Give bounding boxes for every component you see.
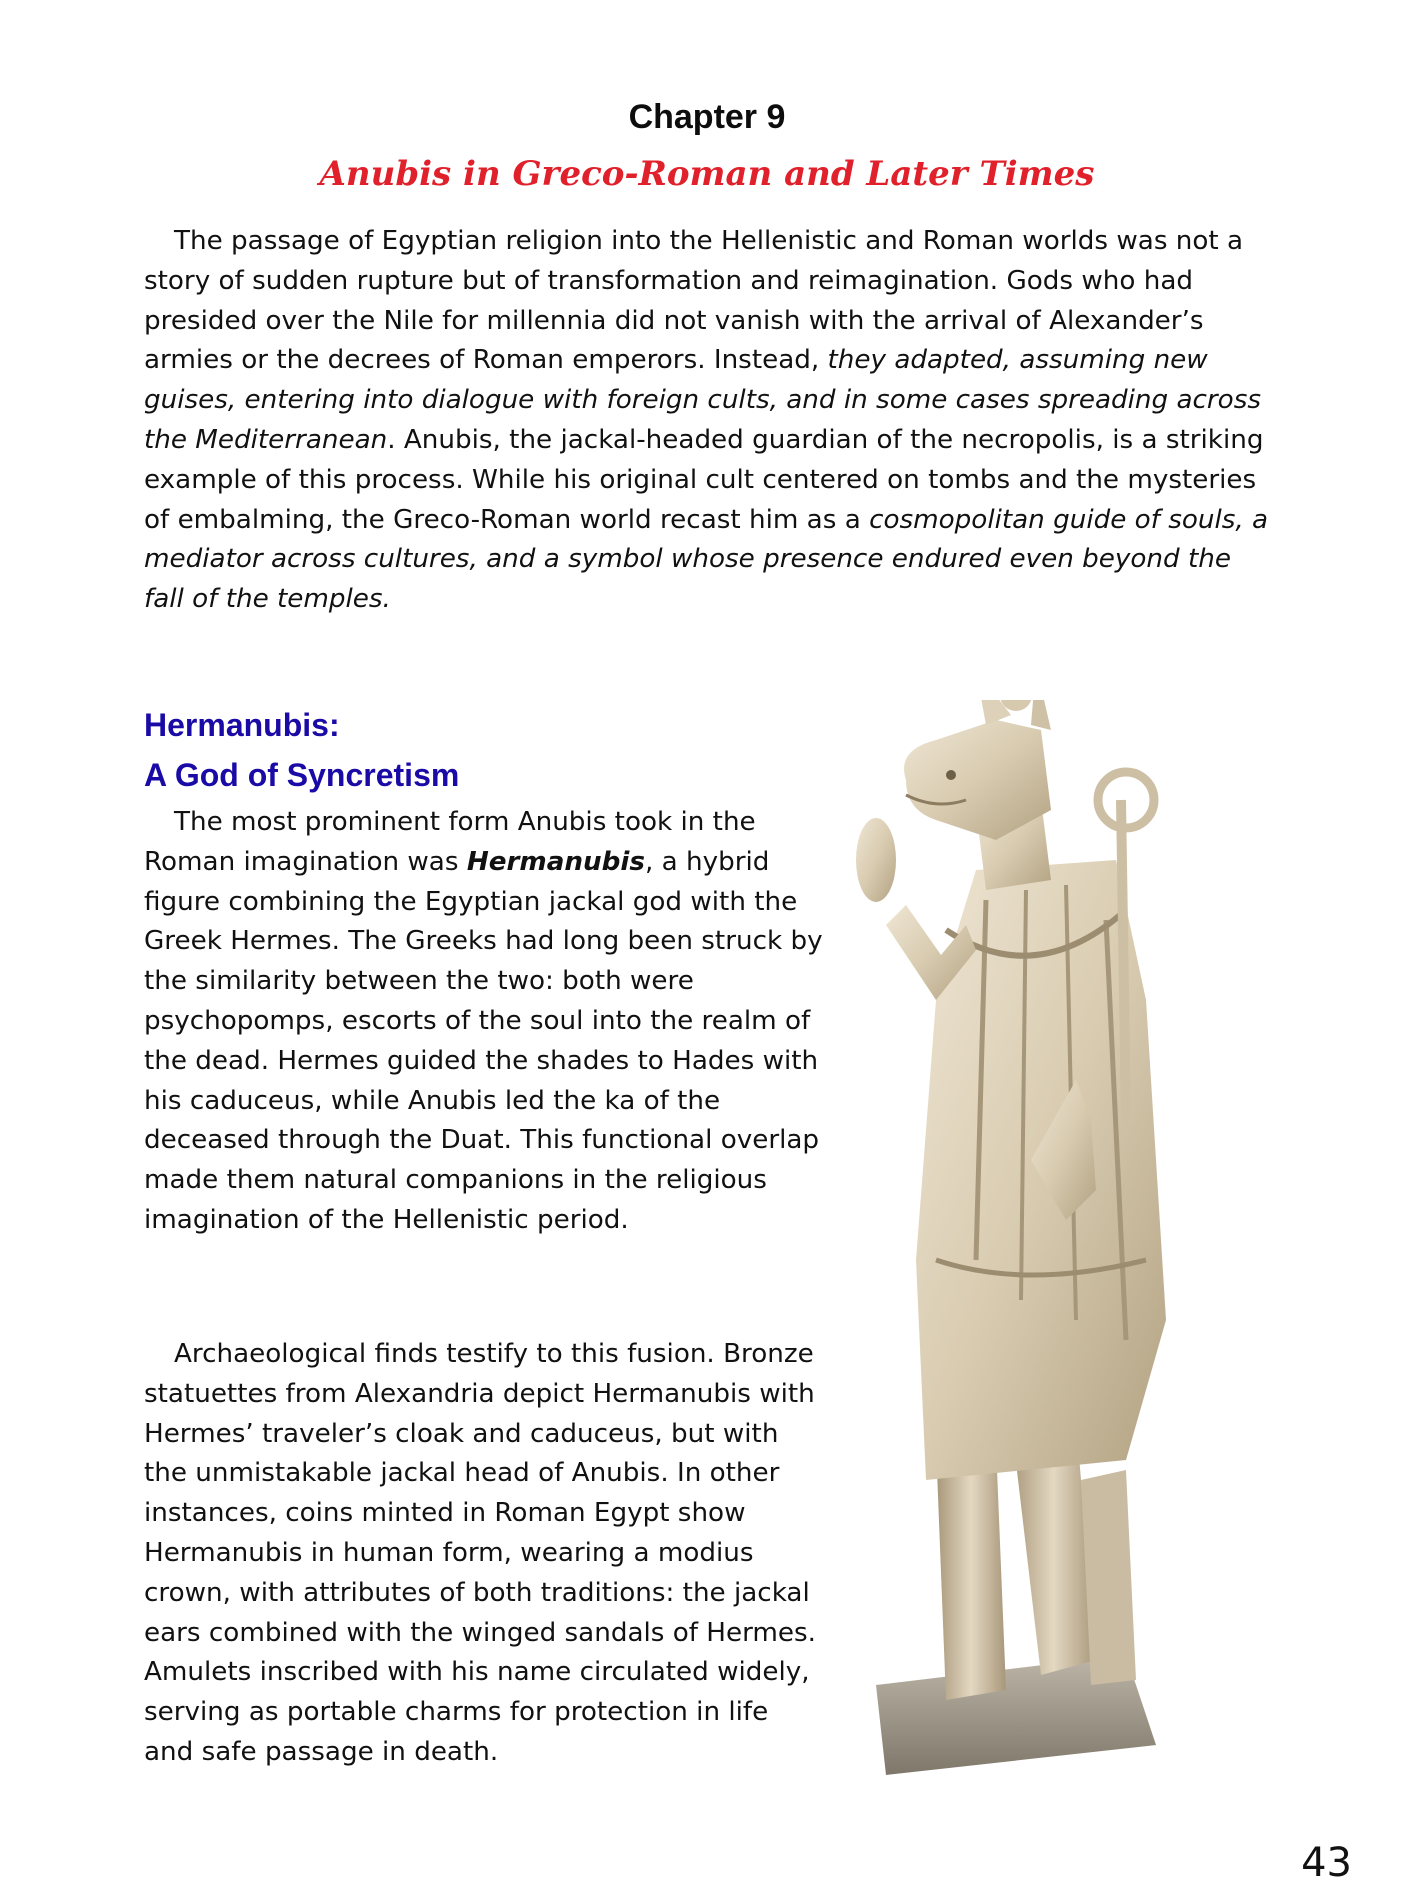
hermanubis-statue-image — [826, 700, 1276, 1780]
intro-text-2: . Anubis, the jackal-headed guardian of the necropolis, is a striking example of this process. While his original cult centered on tombs and the mysteries of embalming, the Greco-Roman world recast him as a — [144, 424, 1264, 535]
section-heading-line-1: Hermanubis: — [144, 707, 340, 743]
section-heading — [144, 700, 459, 800]
para2-text-2: , a hybrid figure combining the Egyptian jackal god with the Greek Hermes. The Greeks had long been struck by the similarity between the two: both were psychopomps, escorts of the soul into the realm of the dead. Hermes guided the shades to Hades with his caduceus, while Anubis led the ka of the deceased through the Duat. This functional overlap made them natural companions in the religious imagination of the Hellenistic period. — [144, 846, 823, 1235]
jackal-ear-right — [1031, 700, 1051, 730]
caduceus — [1121, 800, 1126, 1120]
intro-italic-1: they adapted, assuming new guises, entering into dialogue with foreign cults, and in some cases spreading across the Mediterranean — [144, 345, 1261, 455]
intro-paragraph — [144, 222, 1274, 620]
para2-text-1: The most prominent form Anubis took in the Roman imagination was — [144, 807, 756, 877]
jackal-head — [904, 720, 1051, 840]
hermanubis-emphasis: Hermanubis — [466, 846, 645, 877]
chapter-title: Anubis in Greco-Roman and Later Times — [319, 154, 1095, 194]
chapter-label: Chapter 9 — [628, 98, 786, 136]
intro-italic-2: cosmopolitan guide of souls, a mediator across cultures, and a symbol whose presence endured even beyond the fall of the temples. — [144, 504, 1269, 615]
body-paragraph-archaeology: Archaeological finds testify to this fusion. Bronze statuettes from Alexandria depict Hermanubis with Hermes’ traveler’s cloak and caduceus, but with the unmistakable jackal head of Anubis. In other instances, coins minted in Roman Egypt show Hermanubis in human form, wearing a modius crown, with attributes of both traditions: the jackal ears combined with the winged sandals of Hermes. Amulets inscribed with his name circulated widely, serving as portable charms for protection in life and safe passage in death. — [144, 1339, 817, 1767]
intro-text-1: The passage of Egyptian religion into the Hellenistic and Roman worlds was not a story of sudden rupture but of transformation and reimagination. Gods who had presided over the Nile for millennia did not vanish with the arrival of Alexander’s armies or the decrees of Roman emperors. Instead, — [144, 226, 1244, 376]
page-number: 43 — [1301, 1840, 1352, 1886]
statue-left-leg — [936, 1445, 1006, 1700]
section-heading-line-2: A God of Syncretism — [144, 757, 460, 793]
body-paragraph-hermanubis — [144, 803, 824, 1241]
